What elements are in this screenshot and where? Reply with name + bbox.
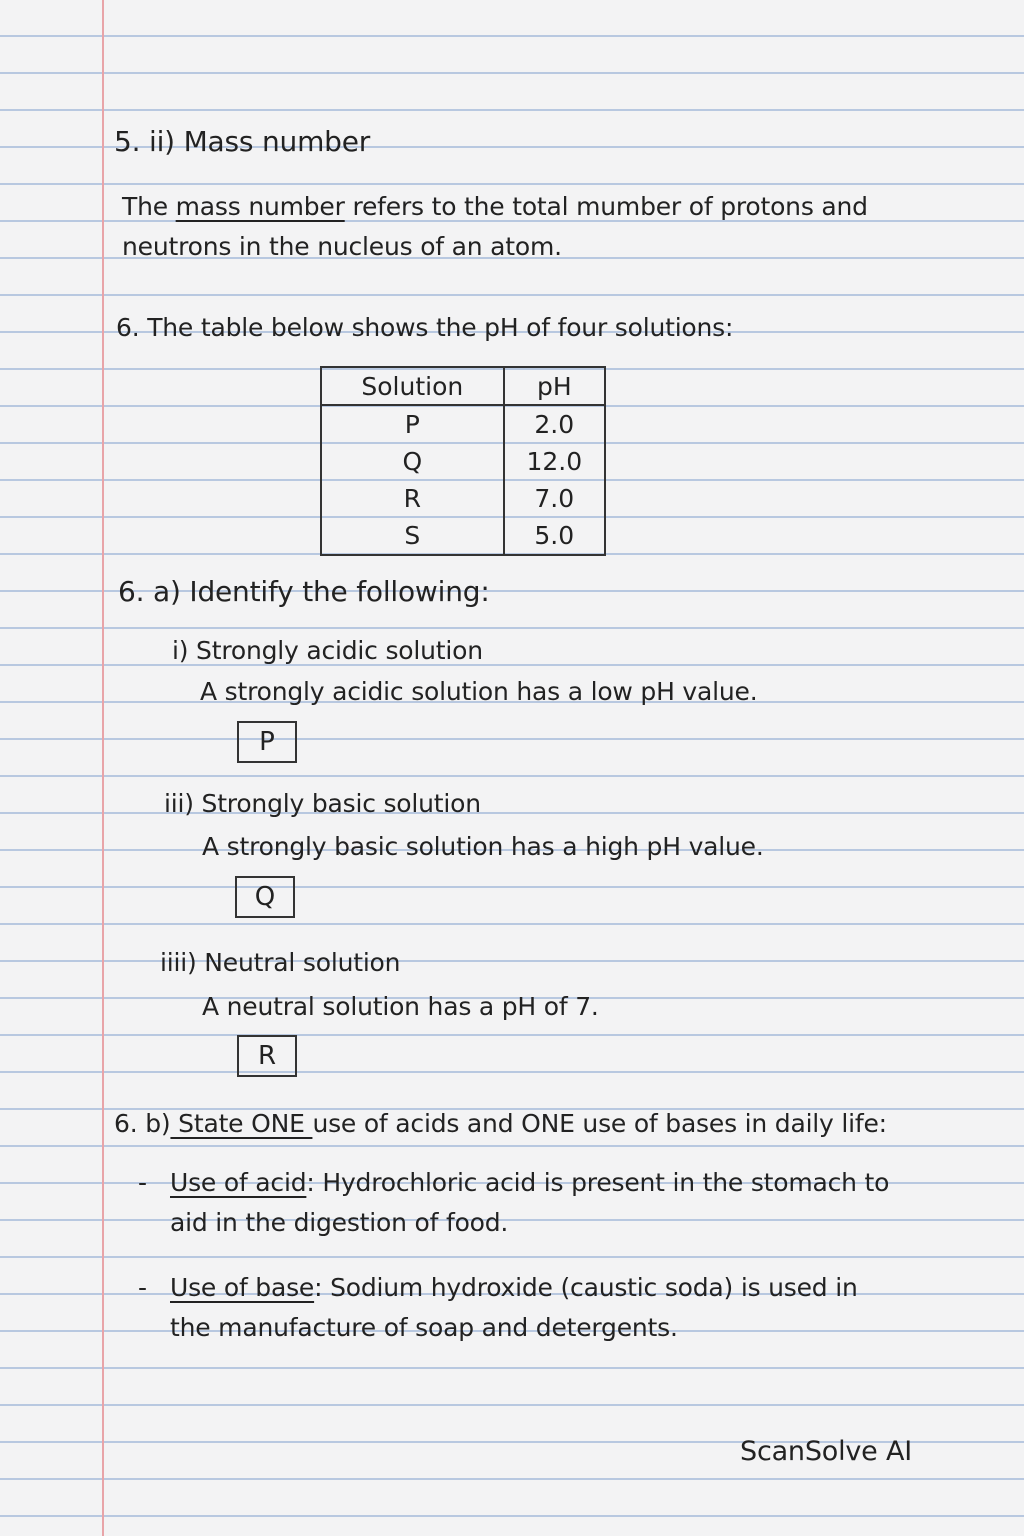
table-cell: Q bbox=[321, 443, 504, 480]
table-header-solution: Solution bbox=[321, 367, 504, 405]
mass-number-term: mass number bbox=[175, 192, 345, 221]
q6a-item-title: iii) Strongly basic solution bbox=[164, 789, 481, 818]
table-cell: S bbox=[321, 517, 504, 555]
answer-box: Q bbox=[235, 876, 295, 918]
table-cell: 5.0 bbox=[504, 517, 605, 555]
q6a-item-explanation: A neutral solution has a pH of 7. bbox=[202, 992, 599, 1021]
q6a-item-explanation: A strongly basic solution has a high pH value. bbox=[202, 832, 764, 861]
use-of-base-line2: the manufacture of soap and detergents. bbox=[170, 1313, 678, 1342]
q5-heading: 5. ii) Mass number bbox=[114, 125, 371, 158]
answer-box: R bbox=[237, 1035, 297, 1077]
table-cell: 2.0 bbox=[504, 405, 605, 443]
q5-definition-line2: neutrons in the nucleus of an atom. bbox=[122, 232, 562, 261]
q6a-heading: 6. a) Identify the following: bbox=[118, 575, 490, 608]
use-of-acid-label: Use of acid bbox=[170, 1168, 307, 1197]
table-cell: P bbox=[321, 405, 504, 443]
table-header-row bbox=[321, 367, 605, 405]
use-dash: - bbox=[138, 1273, 147, 1302]
q6-intro: 6. The table below shows the pH of four solutions: bbox=[116, 313, 734, 342]
footer-brand: ScanSolve AI bbox=[740, 1436, 913, 1467]
use-of-acid-line1: Use of acid: Hydrochloric acid is present in the stomach to bbox=[170, 1168, 890, 1197]
margin-line bbox=[102, 0, 104, 1536]
q6b-heading: 6. b) State ONE use of acids and ONE use of bases in daily life: bbox=[114, 1109, 887, 1138]
answer-box: P bbox=[237, 721, 297, 763]
q6a-item-title: iiii) Neutral solution bbox=[160, 948, 401, 977]
q6b-underlined-phrase: State ONE bbox=[170, 1109, 313, 1138]
table-cell: 7.0 bbox=[504, 480, 605, 517]
q5-definition-line1: The mass number refers to the total mumber of protons and bbox=[122, 192, 868, 221]
table-row bbox=[321, 405, 605, 443]
table-header-ph: pH bbox=[504, 367, 605, 405]
use-dash: - bbox=[138, 1168, 147, 1197]
ph-table bbox=[320, 366, 606, 556]
q6a-item-explanation: A strongly acidic solution has a low pH value. bbox=[200, 677, 758, 706]
table-row bbox=[321, 517, 605, 555]
table-cell: R bbox=[321, 480, 504, 517]
use-of-acid-line2: aid in the digestion of food. bbox=[170, 1208, 509, 1237]
table-cell: 12.0 bbox=[504, 443, 605, 480]
table-row bbox=[321, 480, 605, 517]
use-of-base-label: Use of base bbox=[170, 1273, 315, 1302]
use-of-base-line1: Use of base: Sodium hydroxide (caustic soda) is used in bbox=[170, 1273, 858, 1302]
q6a-item-title: i) Strongly acidic solution bbox=[172, 636, 483, 665]
table-row bbox=[321, 443, 605, 480]
